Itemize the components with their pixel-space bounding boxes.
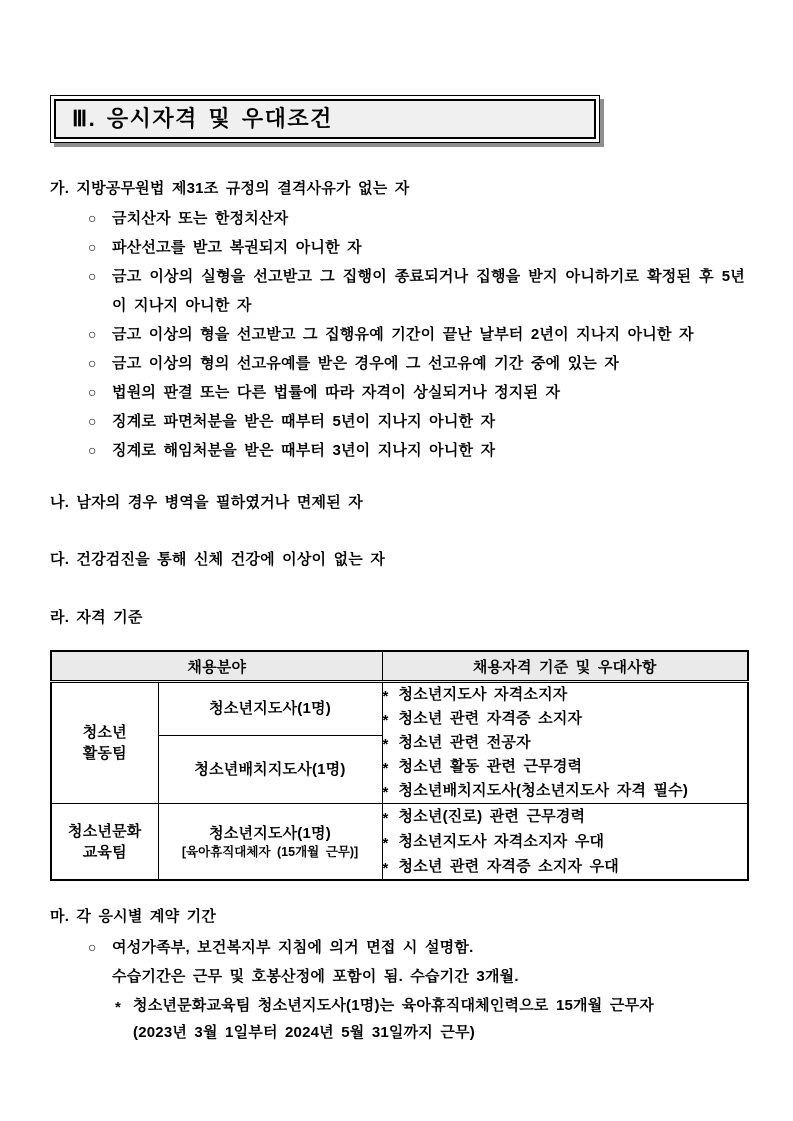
ga-item-list <box>50 204 745 465</box>
list-item-text: 법원의 판결 또는 다른 법률에 따라 자격이 상실되거나 정지된 자 <box>112 384 561 401</box>
criteria-text: 청소년지도사 자격소지자 우대 <box>398 833 605 850</box>
document-body <box>0 179 793 1045</box>
circle-bullet-icon: ○ <box>88 268 97 284</box>
team-cell <box>51 682 158 804</box>
criteria-text: 청소년지도사 자격소지자 <box>398 686 568 703</box>
list-item-text: 징계로 해임처분을 받은 때부터 3년이 지나지 아니한 자 <box>112 442 496 459</box>
heading-ma: 마. 각 응시별 계약 기간 <box>50 908 217 925</box>
table-row <box>51 804 748 881</box>
position-cell: 청소년지도사(1명) <box>158 682 382 736</box>
list-item <box>88 933 745 962</box>
ma-note-text: 청소년문화교육팀 청소년지도사(1명)는 육아휴직대체인력으로 15개월 근무자 <box>133 997 654 1014</box>
list-item-text: 금고 이상의 형의 선고유예를 받은 경우에 그 선고유예 기간 중에 있는 자 <box>112 355 620 372</box>
criteria-text: 청소년배치지도사(청소년지도사 자격 필수) <box>398 782 689 799</box>
ma-note-line <box>50 991 745 1020</box>
list-item <box>88 320 745 349</box>
criteria-line <box>383 804 748 829</box>
heading-ra: 라. 자격 기준 <box>50 609 143 626</box>
position-sub: [육아휴직대체자 (15개월 근무)] <box>181 844 359 859</box>
circle-bullet-icon: ○ <box>88 413 97 429</box>
circle-bullet-icon: ○ <box>88 442 97 458</box>
criteria-line <box>383 779 748 803</box>
star-bullet-icon: * <box>382 712 389 729</box>
list-item <box>88 262 745 320</box>
criteria-line <box>383 683 748 707</box>
circle-bullet-icon: ○ <box>88 210 97 226</box>
list-item-text: 금치산자 또는 한정치산자 <box>112 210 289 227</box>
list-item <box>88 378 745 407</box>
star-bullet-icon: * <box>382 760 389 777</box>
team-name-line: 활동팀 <box>82 745 127 762</box>
list-item-text: 금고 이상의 형을 선고받고 그 집행유예 기간이 끝난 날부터 2년이 지나지 아니한 자 <box>112 326 694 343</box>
heading-ga: 가. 지방공무원법 제31조 규정의 결격사유가 없는 자 <box>50 180 410 197</box>
criteria-text: 청소년(진로) 관련 근무경력 <box>398 808 586 825</box>
page-title: Ⅲ. 응시자격 및 우대조건 <box>54 99 596 139</box>
col-header-field: 채용분야 <box>51 651 382 682</box>
criteria-line <box>383 731 748 755</box>
heading-na: 나. 남자의 경우 병역을 필하였거나 면제된 자 <box>50 494 363 511</box>
table-row <box>51 682 748 736</box>
circle-bullet-icon: ○ <box>88 939 97 955</box>
criteria-text: 청소년 활동 관련 근무경력 <box>398 758 583 775</box>
position-main: 청소년지도사(1명) <box>209 824 331 842</box>
section-title-box <box>50 95 600 143</box>
list-item <box>88 436 745 465</box>
col-header-criteria: 채용자격 기준 및 우대사항 <box>382 651 748 682</box>
qualification-table <box>50 650 749 881</box>
star-bullet-icon: * <box>382 688 389 705</box>
team-name-line: 청소년문화 <box>68 822 142 840</box>
circle-bullet-icon: ○ <box>88 326 97 342</box>
criteria-cell <box>382 804 748 881</box>
list-item-text: 파산선고를 받고 복권되지 아니한 자 <box>112 239 362 256</box>
list-item <box>88 233 745 262</box>
list-item-text: 금고 이상의 실형을 선고받고 그 집행이 종료되거나 집행을 받지 아니하기로 확정된 후 5년이 지나지 아니한 자 <box>112 268 745 314</box>
criteria-line <box>383 829 748 854</box>
ma-item-list <box>50 933 745 962</box>
criteria-line <box>383 854 748 879</box>
criteria-text: 청소년 관련 전공자 <box>398 734 531 751</box>
star-bullet-icon: * <box>115 999 122 1016</box>
heading-da: 다. 건강검진을 통해 신체 건강에 이상이 없는 자 <box>50 551 386 568</box>
list-item-text: 징계로 파면처분을 받은 때부터 5년이 지나지 아니한 자 <box>112 413 496 430</box>
criteria-cell <box>382 682 748 804</box>
star-bullet-icon: * <box>382 784 389 801</box>
list-item <box>88 204 745 233</box>
circle-bullet-icon: ○ <box>88 384 97 400</box>
position-cell: 청소년배치지도사(1명) <box>158 736 382 804</box>
star-bullet-icon: * <box>382 810 389 827</box>
star-bullet-icon: * <box>382 835 389 852</box>
circle-bullet-icon: ○ <box>88 355 97 371</box>
position-cell <box>158 804 382 881</box>
list-item <box>88 407 745 436</box>
circle-bullet-icon: ○ <box>88 239 97 255</box>
criteria-line <box>383 707 748 731</box>
criteria-text: 청소년 관련 자격증 소지자 우대 <box>398 858 619 875</box>
ma-note-continuation: (2023년 3월 1일부터 2024년 5월 31일까지 근무) <box>133 1024 475 1041</box>
star-bullet-icon: * <box>382 860 389 877</box>
team-name-line: 청소년 <box>82 724 127 741</box>
list-item-text: 여성가족부, 보건복지부 지침에 의거 면접 시 설명함. <box>112 939 474 956</box>
team-cell <box>51 804 158 881</box>
criteria-line <box>383 755 748 779</box>
star-bullet-icon: * <box>382 736 389 753</box>
table-header-row <box>51 651 748 682</box>
ma-plain-text: 수습기간은 근무 및 호봉산정에 포함이 됨. 수습기간 3개월. <box>112 968 519 985</box>
criteria-text: 청소년 관련 자격증 소지자 <box>398 710 583 727</box>
title-box-frame <box>50 95 600 143</box>
list-item <box>88 349 745 378</box>
team-name-line: 교육팀 <box>82 843 127 861</box>
